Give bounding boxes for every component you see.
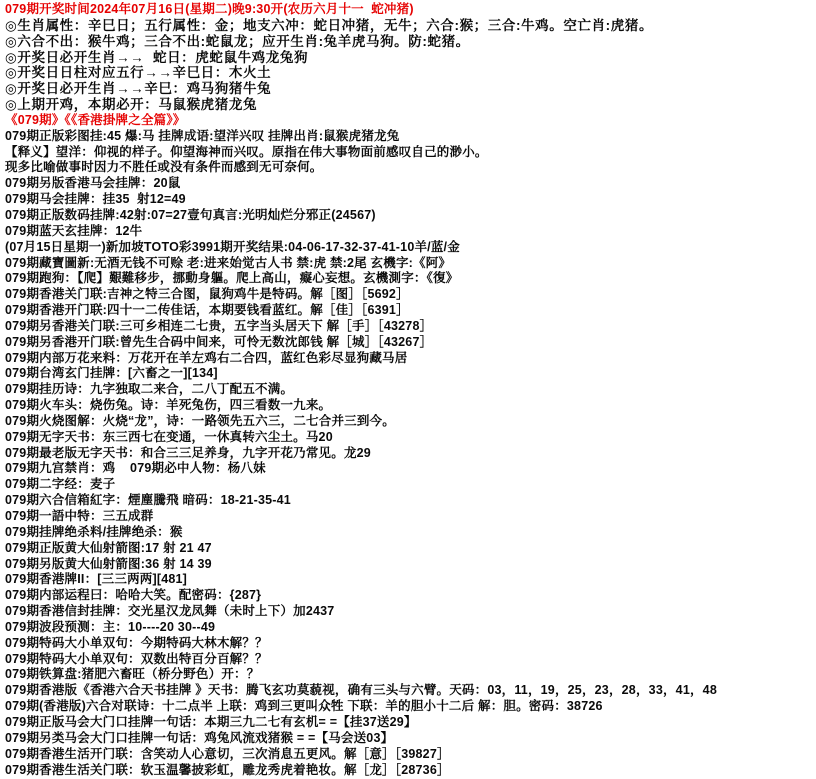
text-line: 079期正版数码挂牌:42射:07=27壹句真言:光明灿烂分邪正(24567): [5, 207, 376, 222]
text-line: 079期特码大小单双句：今期特码大林木解？？: [5, 635, 268, 650]
text-line: ◎六合不出：猴牛鸡；三合不出:蛇鼠龙；应开生肖:兔羊虎马狗。防:蛇猪。: [5, 33, 470, 49]
text-line: 【释义】望洋：仰视的样子。仰望海神而兴叹。原指在伟大事物面前感叹自己的渺小。: [5, 144, 488, 159]
text-line: 079期蓝天玄挂牌：12牛: [5, 223, 143, 238]
text-line: 079期挂历诗：九字独取二来合，二八丁配五不满。: [5, 382, 294, 397]
text-line: 079期二字经：麦子: [5, 477, 116, 492]
text-line: ◎开奖日必开生肖→→ 蛇日：虎蛇鼠牛鸡龙兔狗: [5, 49, 309, 65]
text-line: 079期另版香港马会挂牌：20鼠: [5, 176, 181, 191]
text-line: 079期六合信箱紅字：煙塵騰飛 暗码：18-21-35-41: [5, 493, 291, 508]
text-line: 079期另类马会大门口挂牌一句话：鸡兔风流戏猪猴 = =【马会送03】: [5, 730, 394, 745]
text-line: 079期正版彩图挂:45 爆:马 挂牌成语:望洋兴叹 挂牌出肖:鼠猴虎猪龙兔: [5, 128, 400, 143]
text-line: 079期马会挂牌：挂35 射12=49: [5, 192, 186, 207]
text-line: 079期香港牌II：[三三两两][481]: [5, 572, 188, 587]
text-line: 079期(香港版)六合对联诗：十二点半 上联：鸡到三更叫众牲 下联：羊的胆小十二后 解：胆。密码：38726: [5, 699, 603, 714]
text-line: 079期正版马会大门口挂牌一句话：本期三九二七有玄机= =【挂37送29】: [5, 714, 417, 729]
text-line: 079期香港关门联:吉神之特三合图，鼠狗鸡牛是特码。解［图］［5692］: [5, 287, 409, 302]
text-line: 079期台湾玄门挂牌：[六畜之一][134]: [5, 366, 218, 381]
text-line: 079期藏寶圖新:无酒无钱不可赊 老:进来始觉古人书 禁:虎 禁:2尾 玄機字:《阿》: [5, 255, 452, 270]
text-line: 079期火烧图解：火烧“龙”，诗：一路领先五六三，二七合并三到今。: [5, 413, 395, 428]
text-line: ◎生肖属性：辛巳日；五行属性：金；地支六冲：蛇日冲猪，无牛；六合:猴；三合:牛鸡。空亡肖:虎猪。: [5, 17, 654, 33]
text-line: 079期香港开门联:四十一二传佳话，本期要钱看蓝红。解［佳］［6391］: [5, 303, 409, 318]
text-line: 079期内部万花来料：万花开在羊左鸡右二合四，蓝红色彩尽显狗藏马居: [5, 350, 408, 365]
text-line: 079期铁算盘:猪肥六畜旺（桥分野色）开：？: [5, 667, 260, 682]
text-line: 079期最老版无字天书：和合三三足养身，九字开花乃常见。龙29: [5, 445, 371, 460]
text-line: 079期特码大小单双句：双数出特百分百解？？: [5, 651, 268, 666]
text-line: 079期正版黄大仙射箭图:17 射 21 47: [5, 540, 212, 555]
text-line: 079期另香港关门联:三可乡相连二七贵，五字当头居天下 解［手］［43278］: [5, 318, 433, 333]
text-line: ◎上期开鸡，本期必开：马鼠猴虎猪龙兔: [5, 97, 258, 113]
text-line: 079期香港版《香港六合天书挂牌 》天书：腾飞玄功莫藐视，确有三头与六臂。天码：03，11，19，25，23，28，33，41，48: [5, 683, 717, 698]
text-line: 079期一語中特：三五成群: [5, 509, 154, 523]
text-line: 079期九宫禁肖：鸡 079期必中人物：杨八妹: [5, 461, 266, 476]
text-line: (07月15日星期一)新加坡TOTO彩3991期开奖结果:04-06-17-32-37-41-10羊/蓝/金: [5, 239, 460, 254]
text-line: 079期开奖时间2024年07月16日(星期二)晚9:30开(农历六月十一 蛇冲猪): [5, 2, 414, 16]
text-line: 079期香港生活关门联：软玉温馨披彩虹，雕龙秀虎着艳妆。解［龙］［28736］: [5, 762, 450, 777]
text-line: 079期内部运程曰：哈哈大笑。配密码：{287}: [5, 588, 262, 603]
text-line: ◎开奖日必开生肖→→辛巳：鸡马狗猪牛兔: [5, 81, 272, 97]
text-line: 079期无字天书：东三西七在变通，一休真转六尘土。马20: [5, 429, 333, 444]
text-line: 079期香港生活开门联：含笑动人心意切，三次消息五更风。解［意］［39827］: [5, 746, 450, 761]
text-line: 079期香港信封挂牌：交光星汉龙凤舞（未时上下）加2437: [5, 604, 335, 619]
text-line: 079期火车头：烧伤兔。诗：羊死兔伤，四三看数一九来。: [5, 398, 332, 413]
text-line: 《079期》《《香港掛牌之全篇》》: [5, 112, 186, 127]
text-line: 079期波段预测：主：10----20 30--49: [5, 619, 216, 634]
text-line: ◎开奖日日柱对应五行→→辛巳日：木火土: [5, 65, 272, 81]
text-line: 079期另香港开门联:曾先生合码中间来，可怜无数沈郎钱 解［城］［43267］: [5, 334, 433, 349]
text-line: 现多比喻做事时因力不胜任或没有条件而感到无可奈何。: [5, 160, 323, 175]
text-line: 079期挂牌绝杀料/挂牌绝杀：猴: [5, 524, 183, 539]
text-line: 079期另版黄大仙射箭图:36 射 14 39: [5, 556, 212, 571]
text-line: 079期跑狗：【爬】艱難移步，挪動身軀。爬上高山，癡心妄想。玄機測字：《復》: [5, 271, 459, 286]
